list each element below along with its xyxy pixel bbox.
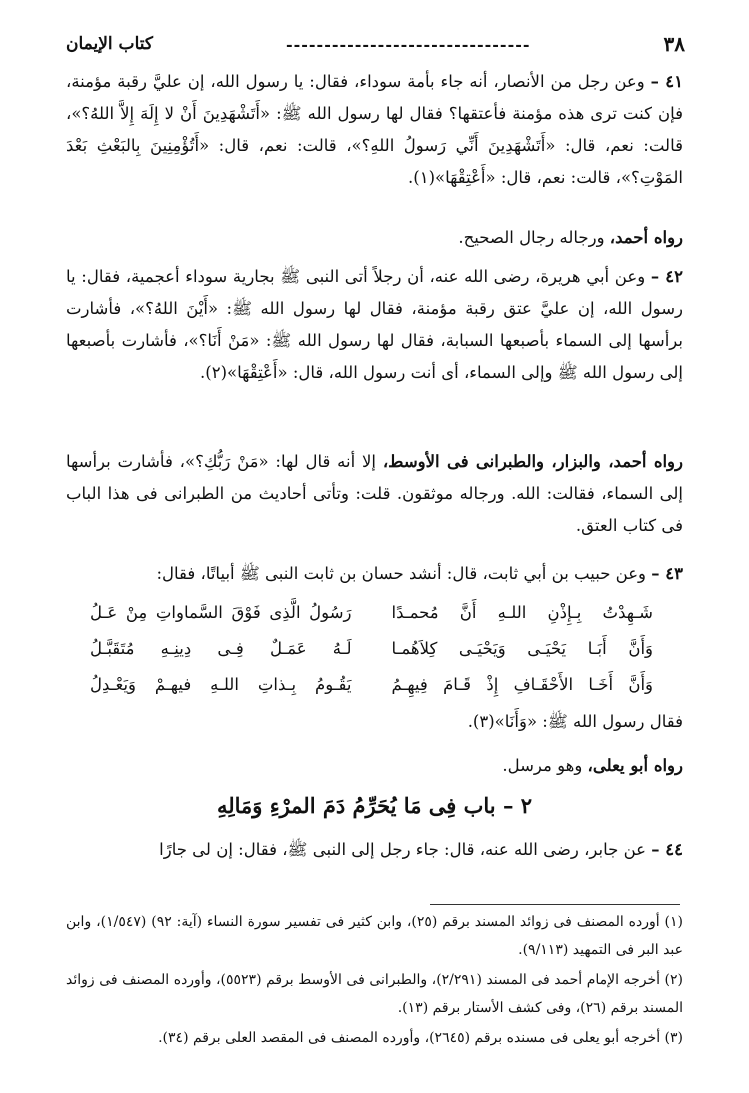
- narration-42: [66, 446, 683, 542]
- narration-43: [66, 750, 683, 782]
- hadith-43: [66, 558, 683, 590]
- footnote-separator: [430, 904, 680, 905]
- verse-hemistich: لَـهُ عَمَـلٌ فِـى دِينِـهِ مُتَقَبَّـلُ: [90, 639, 352, 658]
- footnote-1: (١) أورده المصنف فى زوائد المسند برقم (٢٥)، وابن كثير فى تفسير سورة النساء (آية: ٩٢) (١/٥٤٧)، وابن عبد البر فى التمهيد (٩/١١٣).: [66, 914, 684, 958]
- hadith-number: ٤٤ –: [651, 840, 683, 859]
- narration-text: إلا أنه قال لها: «مَنْ رَبُّكِ؟»، فأشارت برأسها إلى السماء، فقالت: الله. ورجاله موثقون. قلت: وتأتى أحاديث من الطبرانى فى هذا الباب فى كتاب العتق.: [66, 452, 683, 535]
- hadith-44: [66, 834, 683, 866]
- header-dash-rule: --------------------------------: [285, 34, 531, 54]
- footnote-3: (٣) أخرجه أبو يعلى فى مسنده برقم (٢٦٤٥)، وأورده المصنف فى المقصد العلى برقم (٣٤).: [158, 1030, 683, 1046]
- narrator-source: رواه أحمد،: [609, 228, 683, 247]
- narration-41: [66, 222, 683, 254]
- narrator-source: رواه أبو يعلى،: [587, 756, 683, 775]
- hadith-number: ٤٣ –: [651, 564, 683, 583]
- verse-hemistich: وَأَنَّ أَخَـا الأَحْقَـافِ إِذْ قَـامَ فِيهِـمُ: [391, 675, 653, 694]
- narration-text: ورجاله رجال الصحيح.: [458, 228, 610, 247]
- footnote-2: (٢) أخرجه الإمام أحمد فى المسند (٢/٢٩١)، والطبرانى فى الأوسط برقم (٥٥٢٣)، وأورده المصنف فى زوائد المسند برقم (٢٦)، وفى كشف الأستار برقم (١٣).: [66, 972, 683, 1016]
- hadith-text: وعن رجل من الأنصار، أنه جاء بأمة سوداء، فقال: يا رسول الله، إن عليَّ رقبة مؤمنة، فإن كنت ترى هذه مؤمنة فأعتقها؟ فقال لها رسول الله ﷺ: «أَتَشْهَدِينَ أَنْ لا إِلَهَ إِلاَّ اللهُ؟»، قالت: نعم، قال: «أَتَشْهَدِينَ أَنِّي رَسولُ اللهِ؟»، قالت: نعم، قال: «أَتُؤْمِنِينَ بِالبَعْثِ بَعْدَ المَوْتِ؟»، قالت: نعم، قال: «أَعْتِقْهَا»(١).: [66, 72, 683, 187]
- hadith-text: عن جابر، رضى الله عنه، قال: جاء رجل إلى النبى ﷺ، فقال: إن لى جارًا: [159, 840, 652, 859]
- hadith-number: ٤١ –: [650, 72, 683, 91]
- hadith-42: [66, 261, 683, 389]
- hadith-43-ending: فقال رسول الله ﷺ: «وَأَنَا»(٣).: [467, 712, 683, 731]
- hadith-41: [66, 66, 683, 194]
- verse-hemistich: يَقُـومُ بِـذاتِ اللـهِ فيهـمْ وَيَعْـدِلُ: [90, 675, 352, 694]
- section-heading: ٢ – باب فِى مَا يُحَرِّمُ دَمَ المرْءِ وَمَالِهِ: [216, 793, 533, 818]
- book-title: كتاب الإيمان: [66, 34, 153, 54]
- narrator-source: رواه أحمد، والبزار، والطبرانى فى الأوسط،: [382, 452, 683, 471]
- narration-text: وهو مرسل.: [502, 756, 588, 775]
- page-number: ٣٨: [663, 32, 685, 56]
- running-header: [66, 30, 685, 58]
- hadith-number: ٤٢ –: [650, 267, 684, 286]
- verse-hemistich: رَسُولُ الَّذِى فَوْقَ السَّماواتِ مِنْ عَـلُ: [90, 603, 352, 622]
- hadith-text: وعن حبيب بن أبي ثابت، قال: أنشد حسان بن ثابت النبى ﷺ أبياتًا، فقال:: [156, 564, 652, 583]
- poem-verses: [90, 595, 653, 703]
- verse-hemistich: وَأَنَّ أَبَـا يَحْيَـى وَيَحْيَـى كِلاَهُمـا: [391, 639, 653, 658]
- verse-hemistich: شَـهِدْتُ بِـإِذْنِ اللـهِ أَنَّ مُحمـدًا: [391, 603, 653, 622]
- hadith-text: وعن أبي هريرة، رضى الله عنه، أن رجلاً أتى النبى ﷺ بجارية سوداء أعجمية، فقال: يا رسول الله، إن عليَّ عتق رقبة مؤمنة، فقال لها رسول الله ﷺ: «أَيْنَ اللهُ؟»، فأشارت برأسها إلى السماء بأصبعها السبابة، فقال لها رسول الله ﷺ: «مَنْ أَنَا؟»، فأشارت بأصبعها إلى رسول الله ﷺ وإلى السماء، أى أنت رسول الله، قال: «أَعْتِقْهَا»(٢).: [66, 267, 683, 382]
